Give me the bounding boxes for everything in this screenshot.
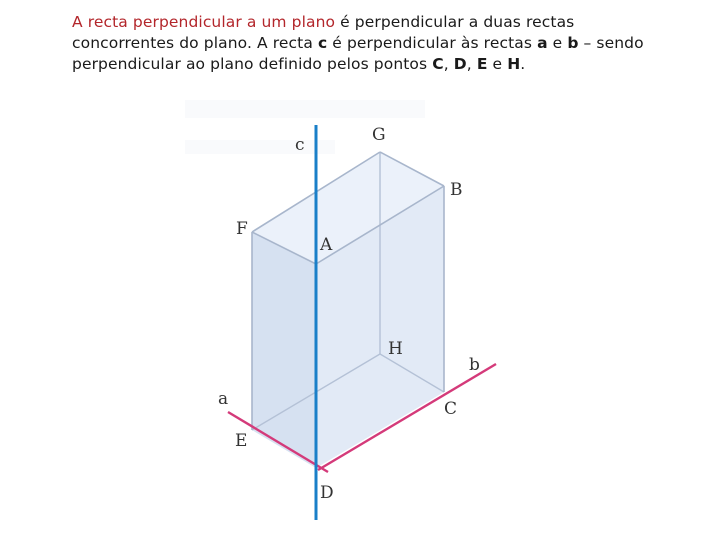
- caption-and1: e: [547, 34, 568, 52]
- caption-point-e: E: [476, 55, 488, 73]
- caption-part3: – sendo perpendicular ao plano definido pelos pontos: [72, 34, 644, 73]
- caption-point-d: D: [453, 55, 467, 73]
- caption-line-a: a: [537, 34, 548, 52]
- caption-part2: é perpendicular às rectas: [327, 34, 538, 52]
- label-c-point: C: [444, 399, 458, 419]
- caption-end: .: [520, 55, 526, 73]
- label-d: D: [320, 483, 334, 503]
- caption-line-b: b: [567, 34, 579, 52]
- label-c: c: [295, 135, 305, 155]
- label-b-line: b: [469, 355, 480, 375]
- label-a-line: a: [218, 389, 229, 409]
- label-f: F: [236, 219, 248, 239]
- label-a-point: A: [320, 235, 333, 255]
- caption-point-h: H: [507, 55, 521, 73]
- label-b-point: B: [450, 180, 463, 200]
- caption-part1: é perpendicular a duas rectas concorrentes do plano. A recta: [72, 13, 575, 52]
- caption-point-c: C: [432, 55, 444, 73]
- caption-line-c: c: [317, 34, 328, 52]
- caption-highlight: A recta perpendicular a um plano: [72, 13, 336, 31]
- caption-and2: e: [487, 55, 508, 73]
- caption-sep2: ,: [466, 55, 477, 73]
- label-h: H: [388, 339, 403, 359]
- label-e: E: [235, 431, 248, 451]
- background-texture: [185, 100, 425, 154]
- label-g: G: [372, 125, 386, 145]
- caption-sep1: ,: [443, 55, 454, 73]
